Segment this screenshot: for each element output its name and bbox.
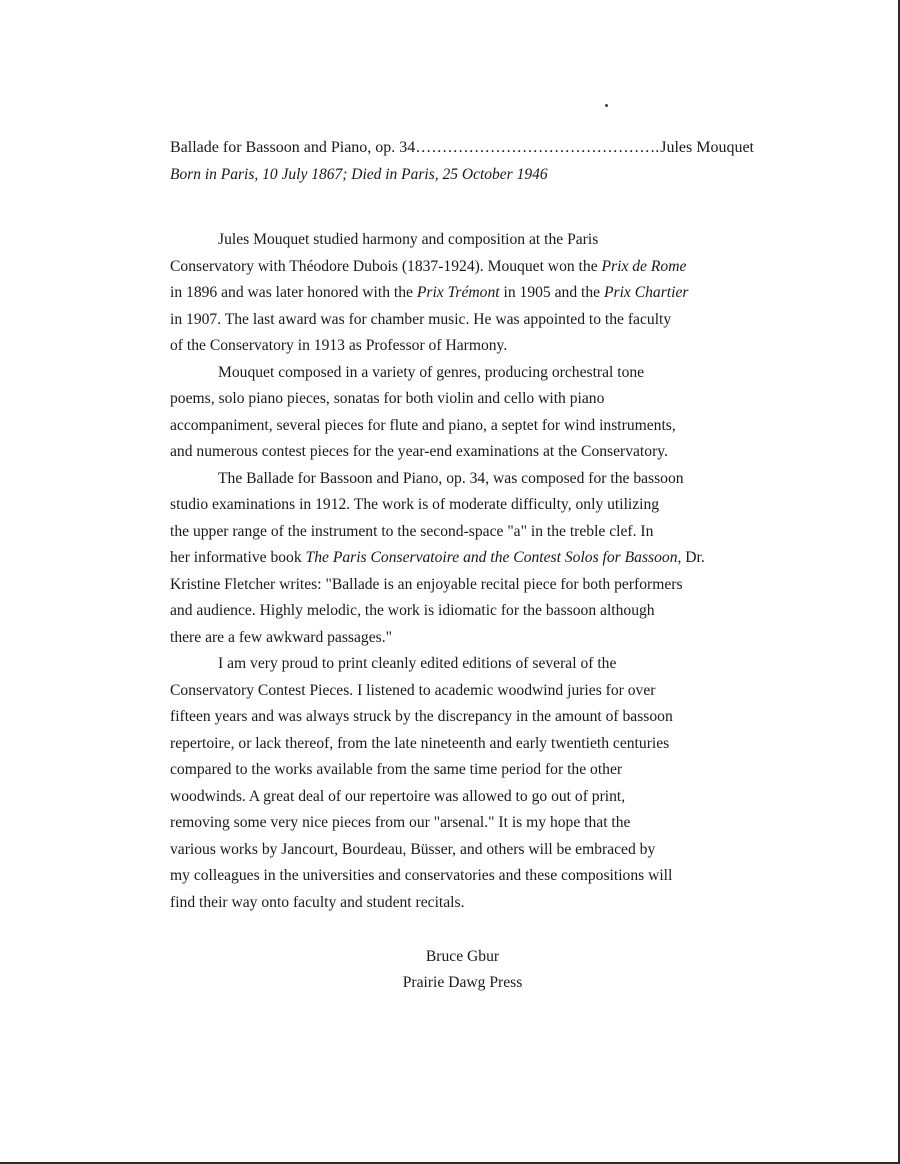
text-line: my colleagues in the universities and conservatories and these compositions will [170, 867, 673, 884]
text-line: studio examinations in 1912. The work is of moderate difficulty, only utilizing [170, 496, 660, 513]
text-line: Mouquet composed in a variety of genres, producing orchestral tone [218, 363, 645, 381]
composer-life-dates: Born in Paris, 10 July 1867; Died in Paris, 25 October 1946 [170, 166, 548, 183]
text-line: The Ballade for Bassoon and Piano, op. 34, was composed for the bassoon [218, 469, 684, 487]
text-line: compared to the works available from the same time period for the other [170, 761, 623, 778]
text-line: fifteen years and was always struck by the discrepancy in the amount of bassoon [170, 708, 673, 725]
scan-speck [605, 104, 608, 107]
title-line [170, 138, 754, 158]
text-line: of the Conservatory in 1913 as Professor of Harmony. [170, 337, 508, 354]
text-line: Conservatory with Théodore Dubois (1837-1924). Mouquet won the Prix de Rome [170, 257, 687, 275]
text-line: various works by Jancourt, Bourdeau, Büsser, and others will be embraced by [170, 840, 656, 858]
program-notes [170, 227, 755, 916]
text-line: in 1907. The last award was for chamber music. He was appointed to the faculty [170, 310, 672, 328]
text-line: her informative book The Paris Conservatoire and the Contest Solos for Bassoon, Dr. [170, 549, 705, 566]
text-line: accompaniment, several pieces for flute and piano, a septet for wind instruments, [170, 416, 676, 434]
text-line: the upper range of the instrument to the second-space "a" in the treble clef. In [170, 522, 654, 540]
composer-name: Jules Mouquet [660, 139, 754, 156]
text-line: removing some very nice pieces from our "arsenal." It is my hope that the [170, 814, 631, 831]
text-line: and audience. Highly melodic, the work is idiomatic for the bassoon although [170, 602, 655, 619]
paragraph [170, 360, 755, 466]
text-line: find their way onto faculty and student recitals. [170, 893, 465, 911]
text-line: in 1896 and was later honored with the Prix Trémont in 1905 and the Prix Chartier [170, 284, 689, 301]
paragraph [170, 651, 755, 916]
signature-publisher: Prairie Dawg Press [402, 974, 523, 991]
dot-leader: ………………………………………. [415, 139, 660, 156]
work-title: Ballade for Bassoon and Piano, op. 34 [170, 139, 416, 156]
text-line: I am very proud to print cleanly edited editions of several of the [218, 655, 617, 672]
text-line: woodwinds. A great deal of our repertoire was allowed to go out of print, [170, 787, 626, 805]
text-line: poems, solo piano pieces, sonatas for both violin and cello with piano [170, 390, 605, 407]
paragraph [170, 466, 755, 652]
paragraph [170, 227, 755, 360]
signature-name: Bruce Gbur [425, 948, 500, 965]
text-line: Conservatory Contest Pieces. I listened to academic woodwind juries for over [170, 681, 656, 699]
text-line: Kristine Fletcher writes: "Ballade is an enjoyable recital piece for both performers [170, 575, 683, 593]
text-line: and numerous contest pieces for the year-end examinations at the Conservatory. [170, 443, 668, 460]
text-line: repertoire, or lack thereof, from the late nineteenth and early twentieth centuries [170, 734, 670, 752]
text-line: Jules Mouquet studied harmony and composition at the Paris [218, 231, 599, 248]
text-line: there are a few awkward passages." [170, 628, 392, 646]
